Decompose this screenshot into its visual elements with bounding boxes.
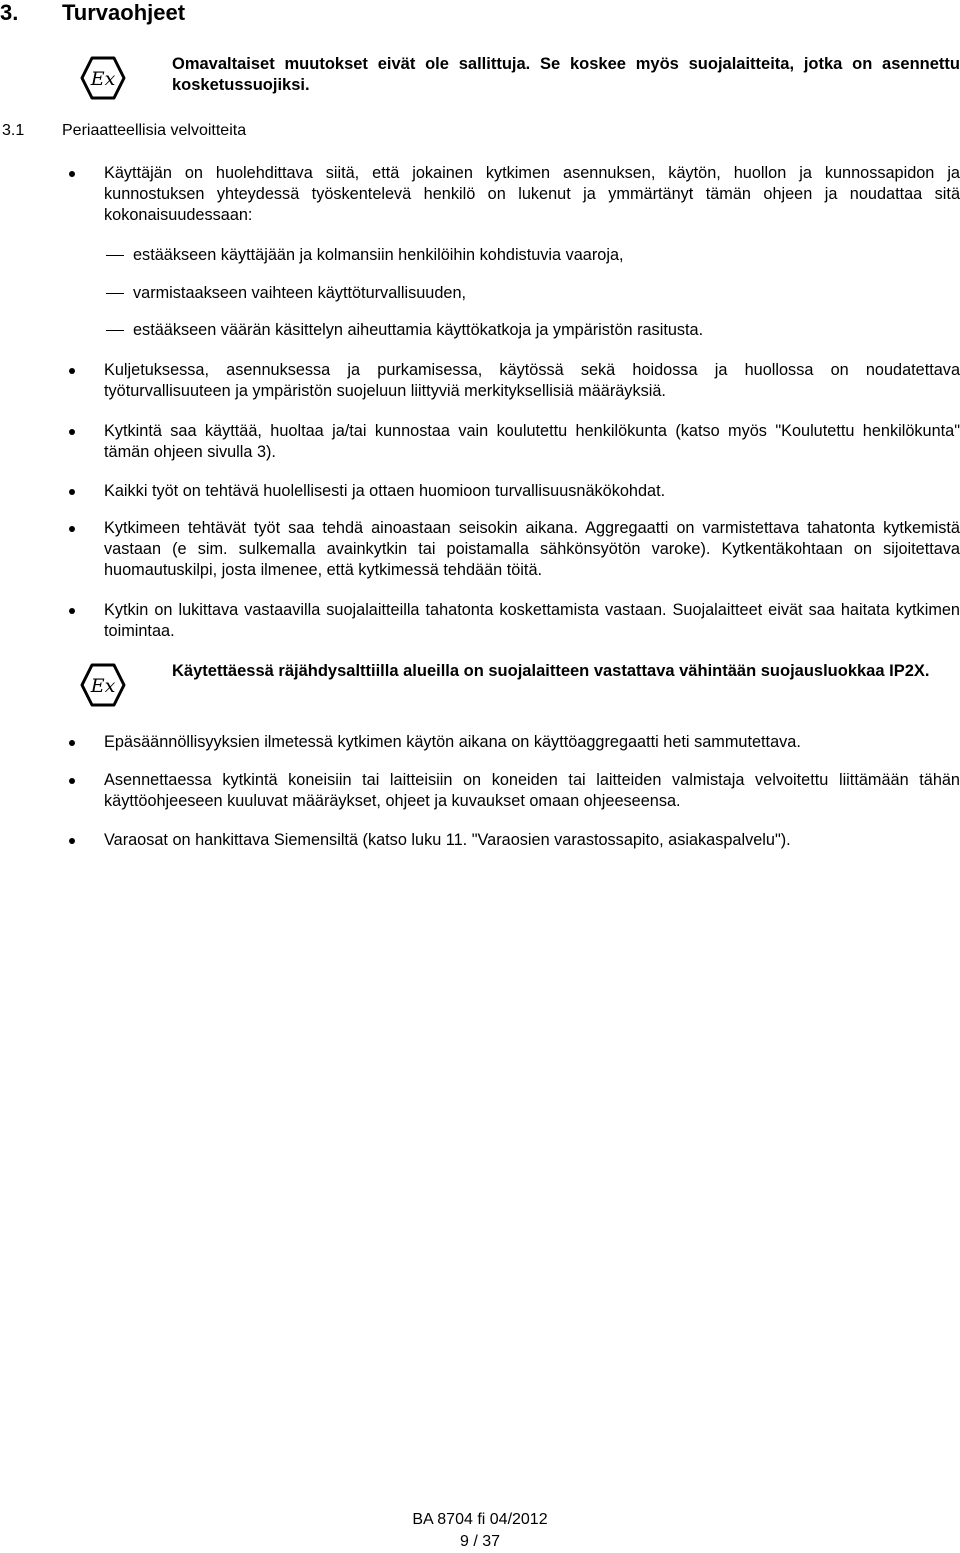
warning-text-ip2x: Käytettäessä räjähdysalttiilla alueilla on suojalaitteen vastattava vähintään suojausluokkaa IP2X. — [172, 662, 930, 680]
subsection-title: Periaatteellisia velvoitteita — [62, 122, 247, 139]
footer-document-text: BA 8704 fi 04/2012 — [412, 1511, 548, 1528]
list-item: Käyttäjän on huolehdittava siitä, että jokainen kytkimen asennuksen, käytön, huollon ja kunnossapidon ja kunnostuksen yhteydessä työskentelevä henkilö on lukenut ja ymmärtänyt tämän ohjeen ja noudattaa sitä kokonaisuudessaan: — [104, 164, 960, 224]
bullet-icon — [69, 429, 75, 435]
dash-icon — [106, 330, 124, 331]
bullet-icon — [69, 368, 75, 374]
list-item: Kytkimeen tehtävät työt saa tehdä ainoastaan seisokin aikana. Aggregaatti on varmistettava tahatonta kytkemistä vastaan (e sim. sulkemalla avainkytkin tai poistamalla sähkönsyötön varoke). Kytkentäkohtaan on sijoitettava huomautuskilpi, josta ilmenee, että kytkimessä tehdään töitä. — [104, 519, 960, 579]
list-item: Kuljetuksessa, asennuksessa ja purkamisessa, käytössä sekä hoidossa ja huollossa on noudatettava työturvallisuuteen ja ympäristön suojeluun liittyviä merkityksellisiä määräyksiä. — [104, 361, 960, 400]
warning-text-modifications: Omavaltaiset muutokset eivät ole sallittuja. Se koskee myös suojalaitteita, jotka on asennettu kosketussuojiksi. — [172, 55, 960, 94]
svg-text:Ex: Ex — [90, 675, 116, 697]
section-number: 3. — [0, 0, 19, 25]
dash-item: estääkseen käyttäjään ja kolmansiin henkilöihin kohdistuvia vaaroja, — [133, 246, 624, 264]
list-item: Kytkintä saa käyttää, huoltaa ja/tai kunnostaa vain koulutettu henkilökunta (katso myös "Koulutettu henkilökunta" tämän ohjeen sivulla 3). — [104, 422, 960, 461]
bullet-icon — [69, 489, 75, 495]
dash-icon — [106, 293, 124, 294]
dash-item: estääkseen väärän käsittelyn aiheuttamia käyttökatkoja ja ympäristön rasitusta. — [133, 321, 704, 339]
list-item: Epäsäännöllisyyksien ilmetessä kytkimen käytön aikana on käyttöaggregaatti heti sammutettava. — [104, 733, 801, 751]
footer-page-number — [0, 1531, 960, 1553]
bullet-icon — [69, 526, 75, 532]
bullet-icon — [69, 838, 75, 844]
list-item: Kytkin on lukittava vastaavilla suojalaitteilla tahatonta koskettamista vastaan. Suojalaitteet eivät saa haitata kytkimen toimintaa. — [104, 601, 960, 640]
section-title: Turvaohjeet — [62, 0, 186, 25]
footer-document-id — [0, 1509, 960, 1531]
subsection-number: 3.1 — [2, 122, 25, 139]
bullet-icon — [69, 740, 75, 746]
bullet-icon — [69, 778, 75, 784]
list-item: Asennettaessa kytkintä koneisiin tai laitteisiin on koneiden tai laitteiden valmistaja velvoitettu liittämään tähän käyttöohjeeseen kuuluvat määräykset, ohjeet ja kuvaukset omaan ohjeeseensa. — [104, 771, 960, 810]
list-item: Kaikki työt on tehtävä huolellisesti ja ottaen huomioon turvallisuusnäkökohdat. — [104, 482, 666, 500]
list-item: Varaosat on hankittava Siemensiltä (katso luku 11. "Varaosien varastossapito, asiakaspalvelu"). — [104, 831, 791, 849]
bullet-icon — [69, 608, 75, 614]
footer-page-text: 9 / 37 — [459, 1533, 501, 1550]
dash-icon — [106, 255, 124, 256]
dash-item: varmistaakseen vaihteen käyttöturvallisuuden, — [133, 284, 467, 302]
ex-explosion-protection-icon — [80, 663, 126, 707]
svg-text:Ex: Ex — [90, 68, 116, 90]
bullet-icon — [69, 171, 75, 177]
ex-explosion-protection-icon — [80, 56, 126, 100]
